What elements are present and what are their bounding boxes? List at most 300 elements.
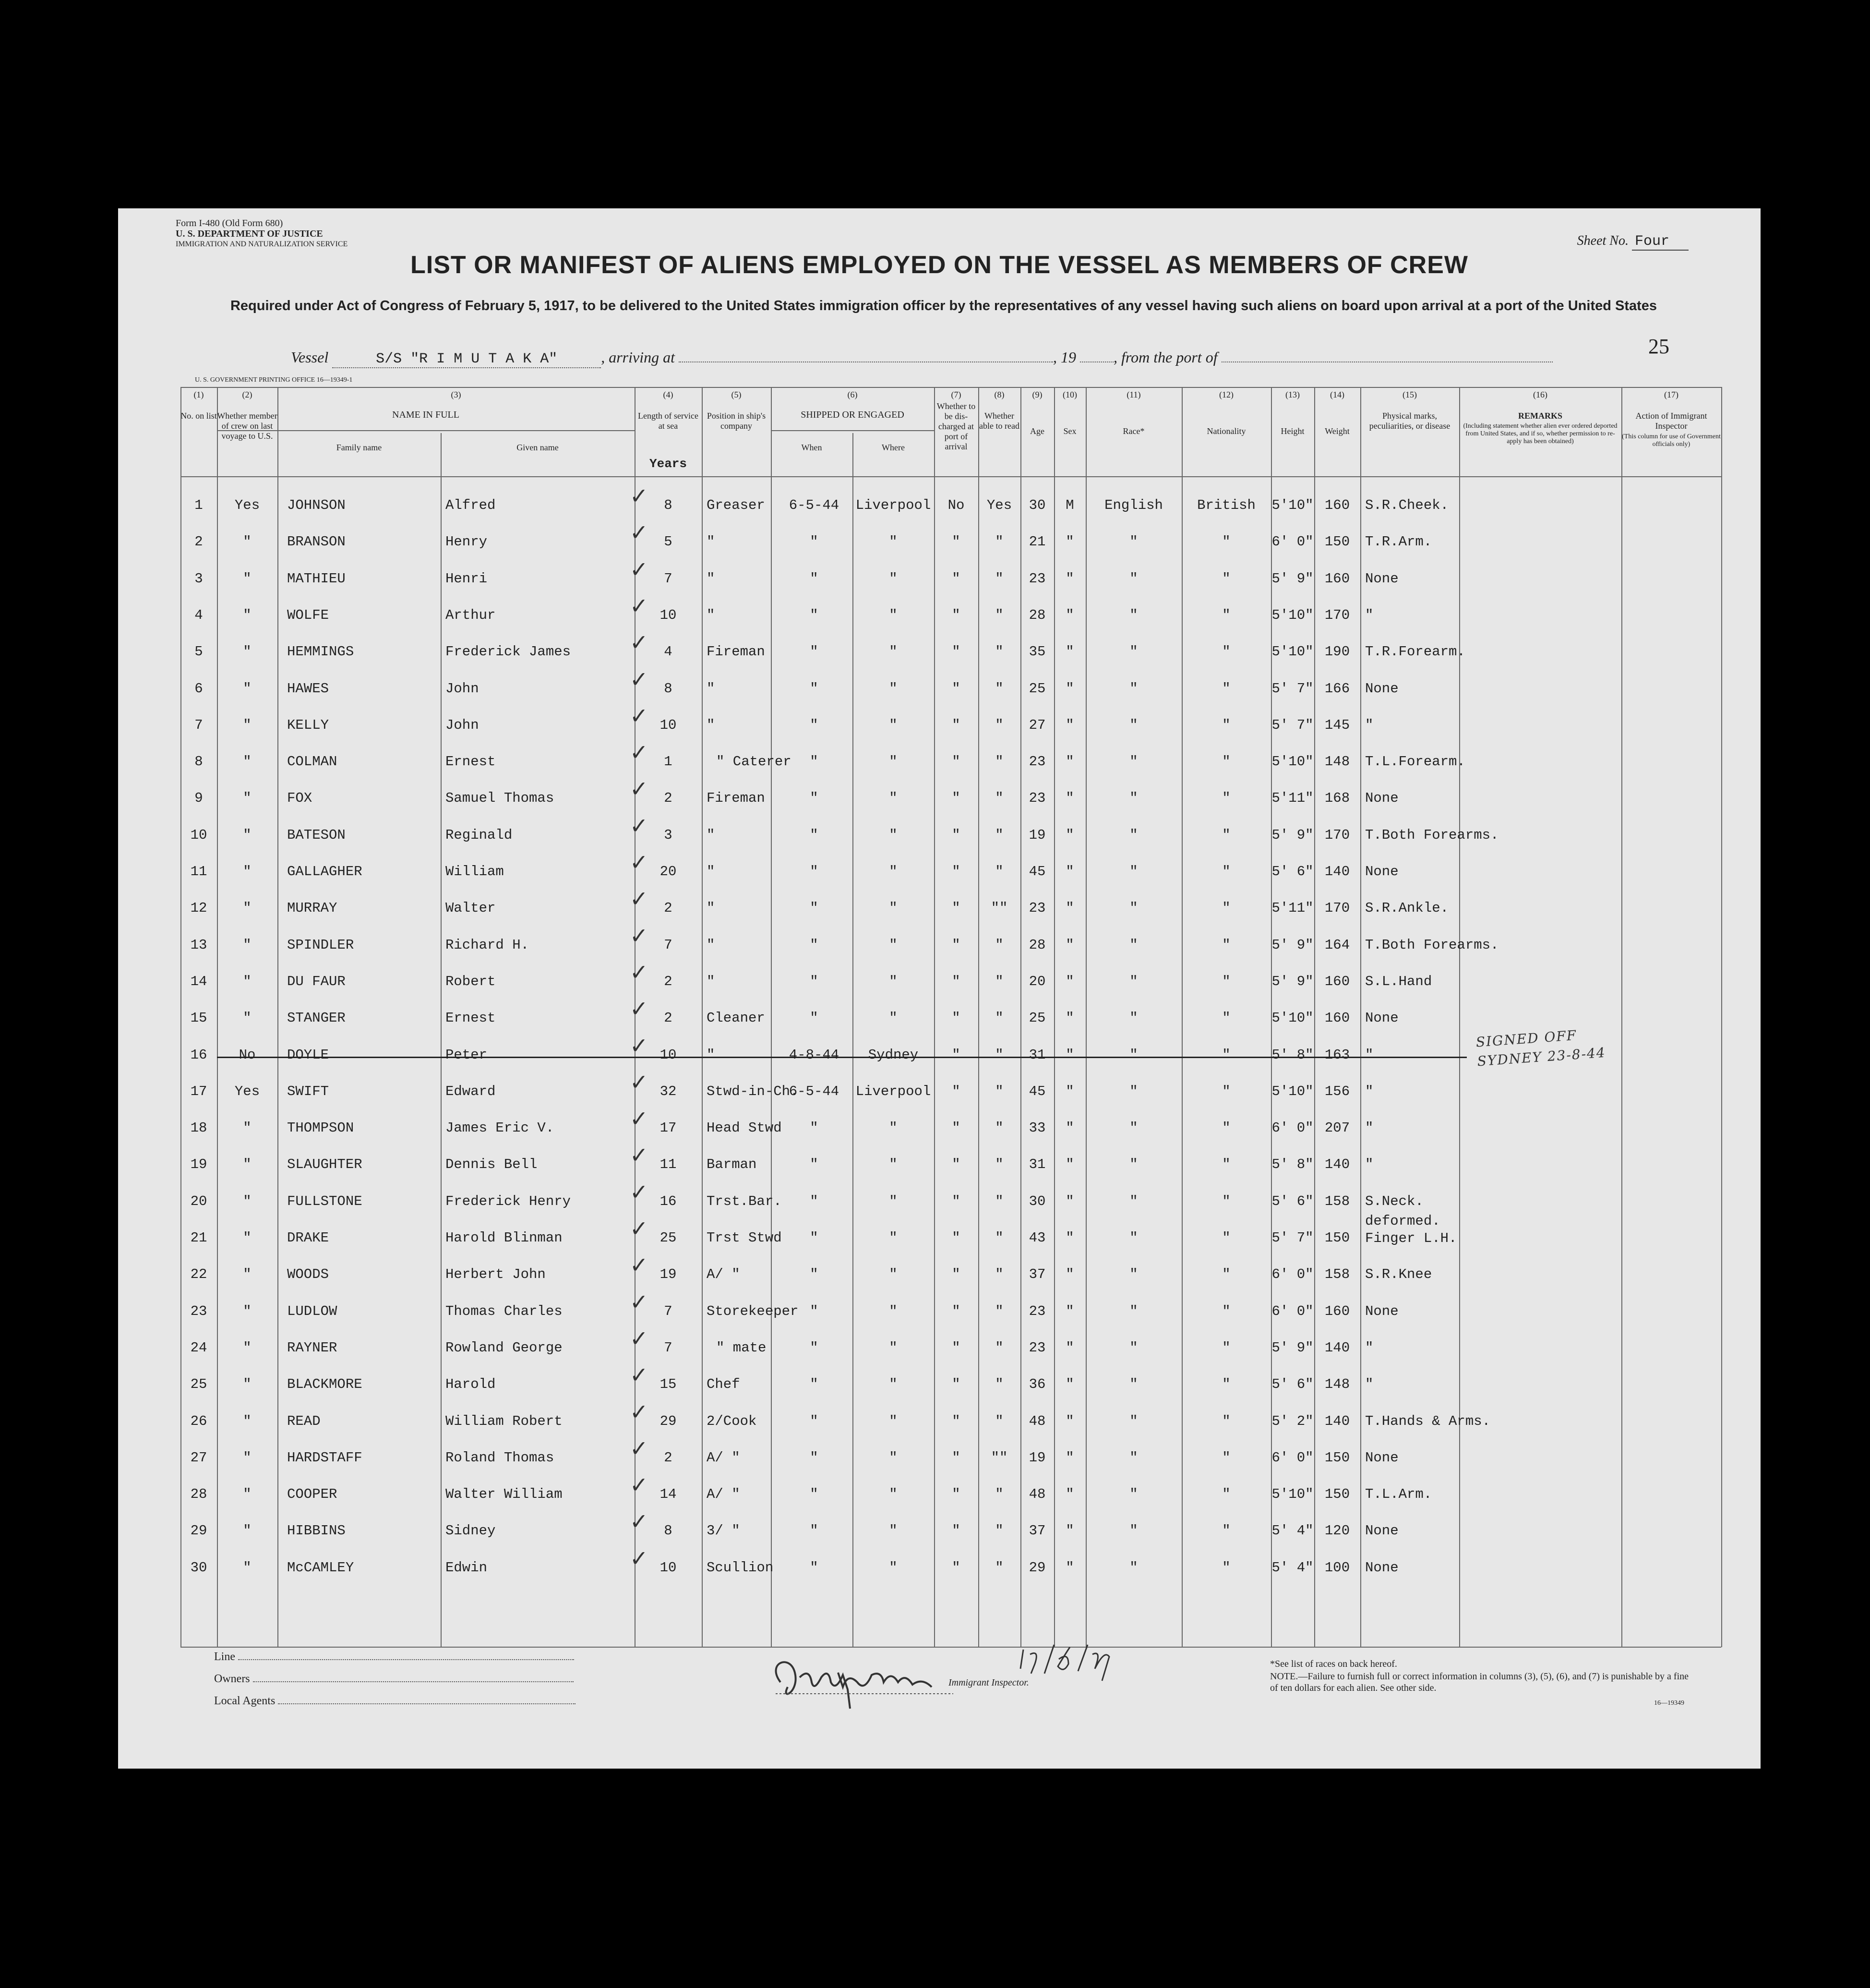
nationality: " <box>1222 1010 1231 1026</box>
family-name: BATESON <box>287 827 346 843</box>
service-years: 32 <box>659 1083 677 1099</box>
age: 23 <box>1029 900 1046 916</box>
race: " <box>1129 900 1138 916</box>
shipped-where: " <box>889 827 898 843</box>
height: 5' 9" <box>1271 1339 1314 1356</box>
position: Cleaner <box>707 1010 765 1026</box>
column-rule <box>702 387 703 1647</box>
service-years: 2 <box>664 1010 672 1026</box>
height: 5' 8" <box>1271 1157 1314 1173</box>
shipped-where: " <box>889 1157 898 1173</box>
race: " <box>1129 827 1138 843</box>
check-mark-icon: ✓ <box>630 702 648 729</box>
nationality: " <box>1222 1303 1231 1319</box>
age: 36 <box>1029 1376 1046 1393</box>
able-to-read: " <box>995 937 1004 953</box>
shipped-when: " <box>810 644 818 660</box>
head-service: Length of service at sea <box>638 411 698 431</box>
position: " mate <box>716 1339 767 1356</box>
given-name: Walter William <box>445 1486 563 1503</box>
head-marks: Physical marks, peculiarities, or disease <box>1369 411 1450 431</box>
check-mark-icon: ✓ <box>630 849 648 875</box>
able-to-read: " <box>995 1523 1004 1539</box>
crew-last-voyage: " <box>243 680 252 697</box>
position: " <box>707 864 715 880</box>
family-name: COLMAN <box>287 754 337 770</box>
shipped-when: " <box>810 1193 818 1209</box>
crew-last-voyage: " <box>243 1303 252 1319</box>
discharged: " <box>952 1047 960 1063</box>
height: 5' 7" <box>1271 680 1314 697</box>
row-number: 18 <box>190 1120 207 1136</box>
race: " <box>1129 717 1138 733</box>
crew-last-voyage: " <box>243 1230 252 1246</box>
family-name: McCAMLEY <box>287 1559 354 1576</box>
line-label: Line <box>214 1651 235 1663</box>
shipped-when: " <box>810 717 818 733</box>
discharged: " <box>952 864 960 880</box>
physical-marks: None <box>1365 680 1399 697</box>
row-number: 20 <box>190 1193 207 1209</box>
position: " <box>707 534 715 550</box>
weight: 140 <box>1324 1339 1350 1356</box>
race: " <box>1129 754 1138 770</box>
discharged: " <box>952 607 960 623</box>
height: 5' 9" <box>1271 973 1314 989</box>
discharged: " <box>952 1413 960 1429</box>
weight: 168 <box>1324 790 1350 807</box>
given-name: Ernest <box>445 1010 496 1026</box>
shipped-when: " <box>810 1230 818 1246</box>
family-name: COOPER <box>287 1486 337 1503</box>
age: 25 <box>1029 680 1046 697</box>
check-mark-icon: ✓ <box>630 1398 648 1425</box>
given-name: William <box>445 864 504 880</box>
family-name: SLAUGHTER <box>287 1157 362 1173</box>
discharged: " <box>952 754 960 770</box>
able-to-read: " <box>995 1559 1004 1576</box>
family-name: LUDLOW <box>287 1303 337 1319</box>
sex: " <box>1066 790 1074 807</box>
height: 5' 6" <box>1271 864 1314 880</box>
shipped-when: " <box>810 1486 818 1503</box>
position: " <box>707 937 715 953</box>
row-number: 23 <box>190 1303 207 1319</box>
column-rule <box>441 433 442 1647</box>
age: 31 <box>1029 1157 1046 1173</box>
nationality: " <box>1222 1157 1231 1173</box>
shipped-subrule <box>771 430 934 431</box>
sex: M <box>1066 497 1074 513</box>
crew-last-voyage: " <box>243 534 252 550</box>
given-name: Dennis Bell <box>445 1157 538 1173</box>
physical-marks: S.R.Ankle. <box>1365 900 1449 916</box>
given-name: Peter <box>445 1047 488 1063</box>
able-to-read: " <box>995 827 1004 843</box>
check-mark-icon: ✓ <box>630 886 648 912</box>
sex: " <box>1066 1559 1074 1576</box>
row-number: 15 <box>190 1010 207 1026</box>
check-mark-icon: ✓ <box>630 629 648 656</box>
service-years: 10 <box>659 1559 677 1576</box>
given-name: Samuel Thomas <box>445 790 554 807</box>
physical-marks: T.Both Forearms. <box>1365 827 1499 843</box>
able-to-read: "" <box>991 1449 1008 1466</box>
discharged: " <box>952 1266 960 1283</box>
shipped-where: " <box>889 973 898 989</box>
head-remarks-note: (Including statement whether alien ever ordered deported from United States, and if so, whether permission to re-apply has been obtained) <box>1463 422 1618 445</box>
sex: " <box>1066 1083 1074 1099</box>
height: 5'10" <box>1271 1486 1314 1503</box>
weight: 160 <box>1324 570 1350 587</box>
discharged: " <box>952 1120 960 1136</box>
service-years: 4 <box>664 644 672 660</box>
manifest-title: LIST OR MANIFEST OF ALIENS EMPLOYED ON THE VESSEL AS MEMBERS OF CREW <box>410 251 1468 279</box>
age: 37 <box>1029 1266 1046 1283</box>
weight: 140 <box>1324 1157 1350 1173</box>
given-name: Roland Thomas <box>445 1449 554 1466</box>
nationality: " <box>1222 1339 1231 1356</box>
check-mark-icon: ✓ <box>630 1362 648 1388</box>
physical-marks: deformed. Finger L.H. <box>1365 1213 1457 1246</box>
shipped-where: " <box>889 790 898 807</box>
name-subrule <box>217 430 635 431</box>
vessel-line <box>291 349 1553 368</box>
check-mark-icon: ✓ <box>630 922 648 949</box>
year <box>1080 361 1114 362</box>
able-to-read: Yes <box>986 497 1012 513</box>
position: Fireman <box>707 644 765 660</box>
page-stamp: 25 <box>1648 335 1669 358</box>
age: 20 <box>1029 973 1046 989</box>
weight: 148 <box>1324 1376 1350 1393</box>
family-name: SPINDLER <box>287 937 354 953</box>
penalty-note: NOTE.—Failure to furnish full or correct information in columns (3), (5), (6), and (7) is punishable by a fine of ten dollars for each alien. See other side. <box>1270 1671 1689 1693</box>
given-name: James Eric V. <box>445 1120 554 1136</box>
physical-marks: " <box>1365 1047 1374 1063</box>
sex: " <box>1066 570 1074 587</box>
check-mark-icon: ✓ <box>630 1106 648 1132</box>
age: 21 <box>1029 534 1046 550</box>
nationality: " <box>1222 534 1231 550</box>
row-number: 12 <box>190 900 207 916</box>
row-number: 1 <box>194 497 203 513</box>
head-when: When <box>801 443 822 452</box>
signed-off-remark: SIGNED OFF SYDNEY 23-8-44 <box>1475 1027 1606 1069</box>
shipped-when: " <box>810 607 818 623</box>
race: " <box>1129 1376 1138 1393</box>
service-years: 15 <box>659 1376 677 1393</box>
age: 48 <box>1029 1486 1046 1503</box>
race: " <box>1129 607 1138 623</box>
given-name: Robert <box>445 973 496 989</box>
check-mark-icon: ✓ <box>630 1545 648 1571</box>
sex: " <box>1066 900 1074 916</box>
row-number: 21 <box>190 1230 207 1246</box>
able-to-read: " <box>995 1083 1004 1099</box>
crew-last-voyage: " <box>243 1449 252 1466</box>
check-mark-icon: ✓ <box>630 1289 648 1315</box>
shipped-where: " <box>889 1193 898 1209</box>
height: 5'10" <box>1271 1083 1314 1099</box>
race: " <box>1129 1047 1138 1063</box>
column-number: (16) <box>1533 390 1547 399</box>
weight: 156 <box>1324 1083 1350 1099</box>
discharged: " <box>952 827 960 843</box>
able-to-read: " <box>995 1120 1004 1136</box>
given-name: Frederick James <box>445 644 571 660</box>
given-name: John <box>445 717 479 733</box>
sex: " <box>1066 607 1074 623</box>
service-years: 8 <box>664 680 672 697</box>
position: Fireman <box>707 790 765 807</box>
shipped-when: " <box>810 900 818 916</box>
year-label: , 19 <box>1053 349 1076 366</box>
given-name: Henry <box>445 534 488 550</box>
shipped-where: " <box>889 937 898 953</box>
inspector-label: Immigrant Inspector. <box>948 1677 1029 1688</box>
column-number: (10) <box>1063 390 1077 399</box>
row-number: 6 <box>194 680 203 697</box>
shipped-when: " <box>810 1010 818 1026</box>
sex: " <box>1066 534 1074 550</box>
given-name: Richard H. <box>445 937 529 953</box>
check-mark-icon: ✓ <box>630 996 648 1022</box>
service-years: 2 <box>664 900 672 916</box>
column-number: (13) <box>1285 390 1300 399</box>
shipped-when: " <box>810 790 818 807</box>
sex: " <box>1066 1303 1074 1319</box>
family-name: MATHIEU <box>287 570 346 587</box>
race: English <box>1104 497 1163 513</box>
race: " <box>1129 1413 1138 1429</box>
discharged: " <box>952 717 960 733</box>
head-action-note: (This column for use of Government officials only) <box>1622 433 1721 448</box>
able-to-read: " <box>995 1339 1004 1356</box>
age: 28 <box>1029 937 1046 953</box>
shipped-where: " <box>889 900 898 916</box>
sex: " <box>1066 1266 1074 1283</box>
nationality: " <box>1222 717 1231 733</box>
position: " <box>707 1047 715 1063</box>
head-nationality: Nationality <box>1207 426 1246 436</box>
check-mark-icon: ✓ <box>630 1325 648 1351</box>
position: " <box>707 570 715 587</box>
check-mark-icon: ✓ <box>630 1472 648 1498</box>
discharged: " <box>952 790 960 807</box>
sex: " <box>1066 754 1074 770</box>
owners-label: Owners <box>214 1673 250 1685</box>
position: 3/ " <box>707 1523 740 1539</box>
manifest-sheet <box>118 208 1761 1769</box>
given-name: Herbert John <box>445 1266 546 1283</box>
head-remarks: REMARKS <box>1518 411 1562 421</box>
shipped-when: " <box>810 973 818 989</box>
able-to-read: " <box>995 754 1004 770</box>
sheet-value: Four <box>1632 233 1689 251</box>
crew-table <box>180 387 1721 1647</box>
weight: 207 <box>1324 1120 1350 1136</box>
family-name: HAWES <box>287 680 329 697</box>
family-name: WOLFE <box>287 607 329 623</box>
agents-field <box>214 1695 575 1708</box>
physical-marks: " <box>1365 1083 1374 1099</box>
weight: 160 <box>1324 497 1350 513</box>
nationality: " <box>1222 1193 1231 1209</box>
discharged: " <box>952 1559 960 1576</box>
row-number: 22 <box>190 1266 207 1283</box>
sex: " <box>1066 1230 1074 1246</box>
head-given: Given name <box>516 443 559 452</box>
able-to-read: " <box>995 973 1004 989</box>
row-number: 10 <box>190 827 207 843</box>
position: " <box>707 680 715 697</box>
discharged: " <box>952 570 960 587</box>
family-name: RAYNER <box>287 1339 337 1356</box>
shipped-when: 6-5-44 <box>789 1083 839 1099</box>
given-name: Reginald <box>445 827 513 843</box>
check-mark-icon: ✓ <box>630 959 648 985</box>
check-mark-icon: ✓ <box>630 483 648 509</box>
sex: " <box>1066 1413 1074 1429</box>
shipped-when: " <box>810 1339 818 1356</box>
row-number: 9 <box>194 790 203 807</box>
nationality: " <box>1222 790 1231 807</box>
discharged: " <box>952 1010 960 1026</box>
sex: " <box>1066 717 1074 733</box>
row-number: 30 <box>190 1559 207 1576</box>
family-name: FOX <box>287 790 312 807</box>
physical-marks: None <box>1365 1559 1399 1576</box>
able-to-read: " <box>995 1486 1004 1503</box>
race: " <box>1129 864 1138 880</box>
race: " <box>1129 680 1138 697</box>
check-mark-icon: ✓ <box>630 592 648 619</box>
height: 5' 9" <box>1271 827 1314 843</box>
crew-last-voyage: Yes <box>234 1083 260 1099</box>
shipped-when: " <box>810 1157 818 1173</box>
weight: 160 <box>1324 973 1350 989</box>
race: " <box>1129 1010 1138 1026</box>
able-to-read: " <box>995 1376 1004 1393</box>
able-to-read: " <box>995 1193 1004 1209</box>
shipped-where: " <box>889 1486 898 1503</box>
race: " <box>1129 1083 1138 1099</box>
crew-last-voyage: Yes <box>234 497 260 513</box>
nationality: " <box>1222 754 1231 770</box>
family-name: HIBBINS <box>287 1523 346 1539</box>
shipped-where: " <box>889 754 898 770</box>
sex: " <box>1066 827 1074 843</box>
check-mark-icon: ✓ <box>630 1252 648 1278</box>
height: 6' 0" <box>1271 1303 1314 1319</box>
nationality: " <box>1222 1376 1231 1393</box>
nationality: " <box>1222 900 1231 916</box>
race: " <box>1129 570 1138 587</box>
height: 6' 0" <box>1271 1266 1314 1283</box>
discharged: " <box>952 1339 960 1356</box>
nationality: " <box>1222 607 1231 623</box>
height: 6' 0" <box>1271 534 1314 550</box>
shipped-when: " <box>810 534 818 550</box>
family-name: READ <box>287 1413 321 1429</box>
height: 5' 4" <box>1271 1559 1314 1576</box>
family-name: SWIFT <box>287 1083 329 1099</box>
age: 23 <box>1029 754 1046 770</box>
column-rule <box>1721 387 1722 1647</box>
height: 5' 7" <box>1271 1230 1314 1246</box>
position: Head Stwd <box>707 1120 782 1136</box>
arriving-at <box>679 361 1053 362</box>
service-years: 7 <box>664 570 672 587</box>
column-rule <box>1360 387 1361 1647</box>
discharged: " <box>952 900 960 916</box>
race: " <box>1129 1486 1138 1503</box>
sheet-label: Sheet No. <box>1577 233 1629 248</box>
shipped-where: Liverpool <box>855 1083 931 1099</box>
sex: " <box>1066 644 1074 660</box>
able-to-read: " <box>995 644 1004 660</box>
family-name: HARDSTAFF <box>287 1449 362 1466</box>
shipped-when: " <box>810 1523 818 1539</box>
shipped-where: Liverpool <box>855 497 931 513</box>
physical-marks: " <box>1365 1157 1374 1173</box>
service-years: 7 <box>664 937 672 953</box>
nationality: " <box>1222 680 1231 697</box>
given-name: Thomas Charles <box>445 1303 563 1319</box>
shipped-where: " <box>889 570 898 587</box>
age: 35 <box>1029 644 1046 660</box>
nationality: " <box>1222 1266 1231 1283</box>
weight: 160 <box>1324 1303 1350 1319</box>
physical-marks: None <box>1365 864 1399 880</box>
column-rule <box>277 387 278 1647</box>
form-identification <box>176 218 348 250</box>
able-to-read: " <box>995 534 1004 550</box>
position: Trst Stwd <box>707 1230 782 1246</box>
weight: 158 <box>1324 1266 1350 1283</box>
crew-last-voyage: " <box>243 1266 252 1283</box>
crew-last-voyage: " <box>243 570 252 587</box>
nationality: " <box>1222 1230 1231 1246</box>
service-years: 16 <box>659 1193 677 1209</box>
position: 2/Cook <box>707 1413 757 1429</box>
shipped-where: " <box>889 1266 898 1283</box>
given-name: Ernest <box>445 754 496 770</box>
row-number: 25 <box>190 1376 207 1393</box>
height: 5' 6" <box>1271 1376 1314 1393</box>
service-years: 7 <box>664 1303 672 1319</box>
physical-marks: S.R.Cheek. <box>1365 497 1449 513</box>
discharged: " <box>952 1303 960 1319</box>
position: Barman <box>707 1157 757 1173</box>
head-position: Position in ship's company <box>707 411 766 431</box>
height: 5'10" <box>1271 607 1314 623</box>
physical-marks: " <box>1365 607 1374 623</box>
sex: " <box>1066 973 1074 989</box>
height: 5' 9" <box>1271 570 1314 587</box>
nationality: " <box>1222 1486 1231 1503</box>
physical-marks: T.L.Forearm. <box>1365 754 1465 770</box>
age: 23 <box>1029 570 1046 587</box>
row-number: 24 <box>190 1339 207 1356</box>
able-to-read: " <box>995 1010 1004 1026</box>
shipped-where: " <box>889 1120 898 1136</box>
shipped-when: " <box>810 1559 818 1576</box>
race: " <box>1129 1449 1138 1466</box>
column-number: (12) <box>1219 390 1234 399</box>
family-name: STANGER <box>287 1010 346 1026</box>
